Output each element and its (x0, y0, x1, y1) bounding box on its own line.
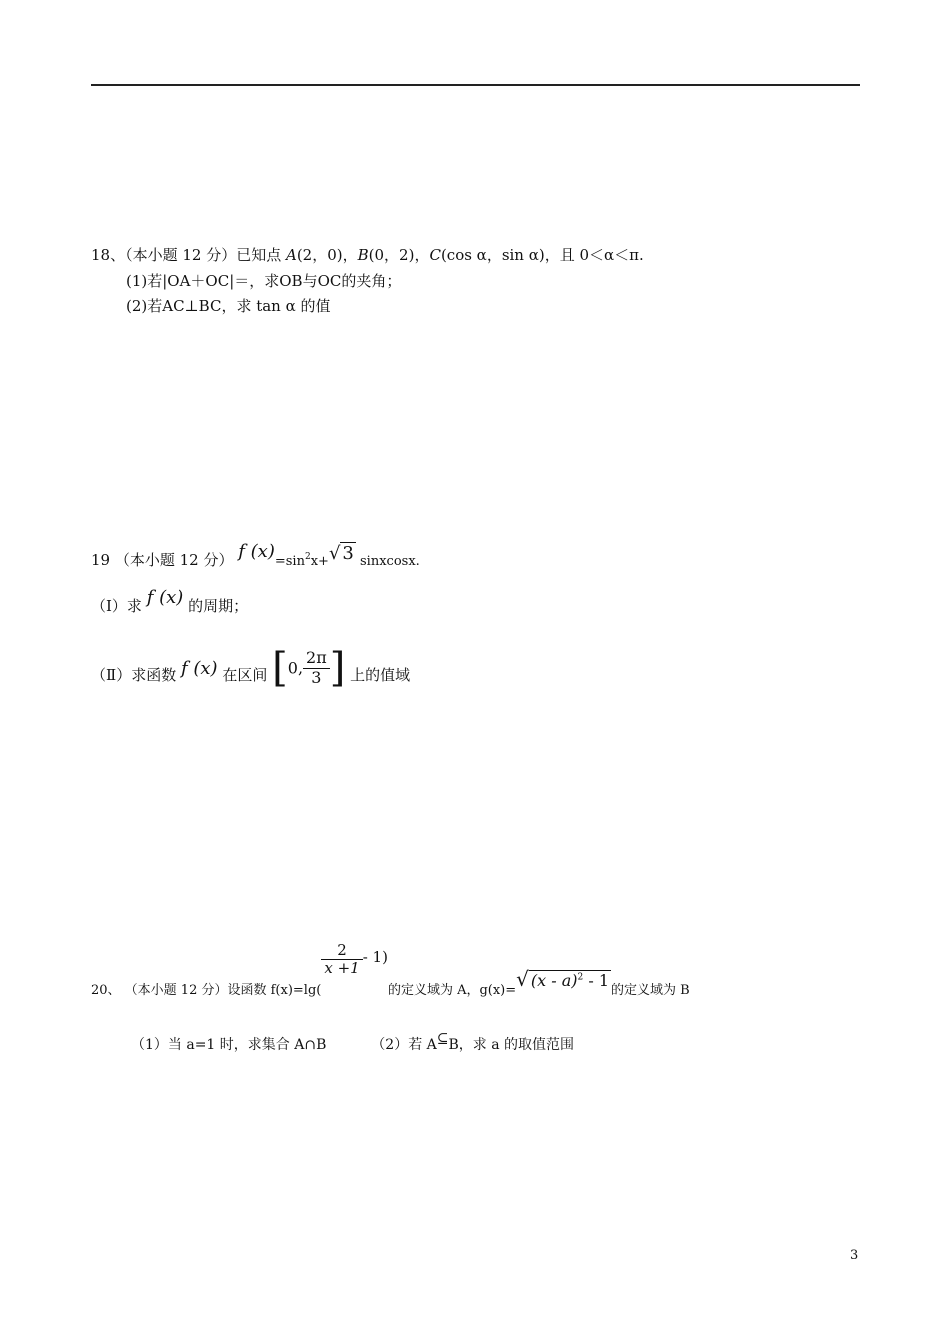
q20-sqrt-body (529, 970, 611, 990)
left-bracket: [ (272, 645, 288, 691)
q19-line1 (91, 541, 420, 570)
q19-part2-prefix: （Ⅱ）求函数 (91, 666, 177, 684)
sqrt-argument: 3 (342, 543, 354, 564)
q19-part1-prefix: （Ⅰ）求 (91, 597, 142, 615)
q20-fraction (321, 942, 362, 978)
q19-eq-mid: x+ (310, 554, 329, 569)
page-number: 3 (850, 1248, 859, 1263)
point-c-coords: (cos α，sin α)，且 0＜α＜π. (440, 246, 644, 264)
q20-sqrt-arg-b: - 1 (583, 970, 610, 990)
q20-frac-numerator: 2 (337, 941, 347, 959)
q19-square: 2 (304, 552, 311, 562)
q18-line1 (91, 244, 644, 265)
q20-part2-suffix: B，求 a 的取值范围 (448, 1037, 575, 1053)
point-a-label: A (285, 246, 297, 264)
q20-part1: （1）当 a=1 时，求集合 A∩B (131, 1037, 327, 1053)
q20-prefix: 20、 （本小题 12 分）设函数 f(x)=lg( (91, 982, 322, 998)
q20-sqrt-symbol: √ (516, 966, 529, 991)
q18-part1: (1)若|OA＋OC|＝，求OB与OC的夹角； (126, 272, 402, 290)
interval-numerator: 2π (306, 648, 327, 668)
q20-line1 (91, 941, 690, 998)
q19-part2 (91, 645, 411, 691)
q19-part2-suffix: 上的值域 (350, 666, 411, 684)
q20-mid: 的定义域为 A，g(x)= (387, 982, 517, 998)
header-rule (91, 84, 860, 86)
q18-part2: (2)若AC⊥BC，求 tan α 的值 (126, 297, 331, 315)
q19-part1 (91, 587, 249, 616)
q19-part2-mid: 在区间 (222, 666, 268, 684)
q20-sqrt-arg-a: (x - a) (530, 970, 578, 990)
subset-symbol: ⊆ (436, 1031, 449, 1047)
q20-frac-denominator: x +1 (321, 959, 362, 977)
q19-fx: f (x) (238, 541, 275, 562)
q19-part2-fx: f (x) (180, 658, 218, 679)
point-b-label: B (357, 246, 369, 264)
point-c-label: C (429, 246, 441, 264)
point-b-coords: (0，2)， (368, 246, 430, 264)
q19-eq-start: =sin (274, 554, 305, 569)
q19-part1-fx: f (x) (146, 587, 184, 608)
interval-denominator: 3 (303, 668, 330, 687)
interval-fraction (303, 649, 330, 687)
q19-eq-end: sinxcosx. (355, 554, 420, 569)
point-a-coords: (2，0)， (296, 246, 358, 264)
q20-suffix: 的定义域为 B (611, 982, 690, 998)
q20-parts (131, 1031, 575, 1054)
sqrt-symbol: √ (328, 543, 341, 564)
q18-prefix: 18、（本小题 12 分）已知点 (91, 246, 286, 264)
q19-part1-suffix: 的周期； (188, 597, 249, 615)
right-bracket: ] (329, 645, 346, 691)
q19-prefix: 19 （本小题 12 分） (91, 551, 234, 569)
q20-part2-prefix: （2）若 A (371, 1037, 437, 1053)
interval-left: 0, (287, 658, 304, 678)
q20-after-frac: - 1) (362, 947, 388, 966)
q20-sqrt-square: 2 (577, 972, 584, 983)
